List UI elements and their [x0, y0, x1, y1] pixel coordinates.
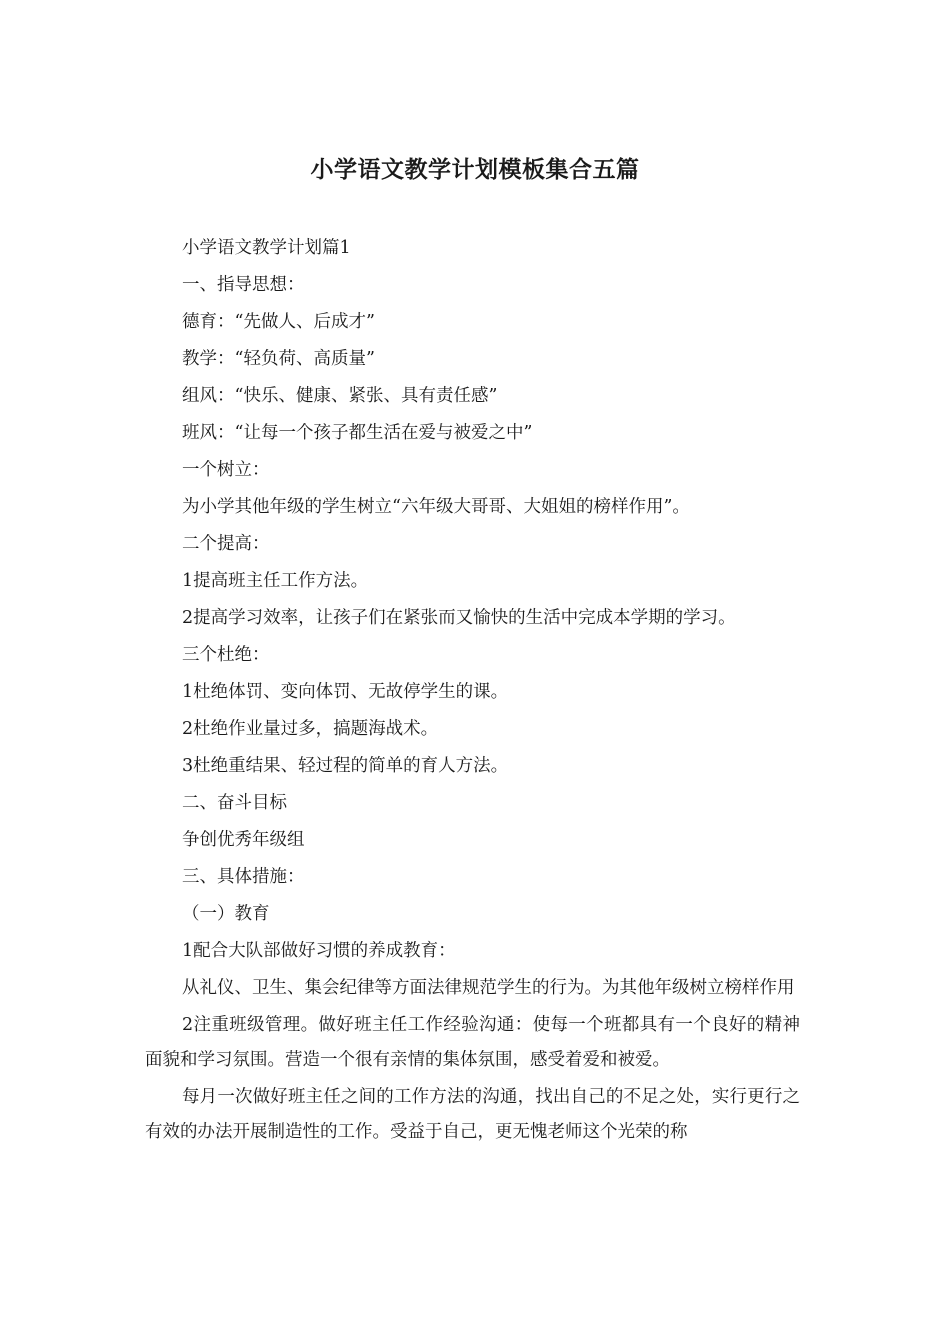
text-line: 3杜绝重结果、轻过程的简单的育人方法。 [182, 756, 509, 776]
text-line: 二、奋斗目标 [182, 793, 287, 813]
text-line: 为小学其他年级的学生树立“六年级大哥哥、大姐姐的榜样作用”。 [182, 497, 690, 517]
text-line: 争创优秀年级组 [182, 830, 305, 850]
text-paragraph: 每月一次做好班主任之间的工作方法的沟通，找出自己的不足之处，实行更行之有效的办法开展制造性的工作。受益于自己，更无愧老师这个光荣的称 [145, 1087, 800, 1142]
text-line: 1提高班主任工作方法。 [182, 571, 369, 591]
text-line: （一）教育 [182, 904, 270, 924]
text-line: 二个提高： [182, 534, 270, 554]
text-line: 1杜绝体罚、变向体罚、无故停学生的课。 [182, 682, 509, 702]
text-paragraph: 2注重班级管理。做好班主任工作经验沟通：使每一个班都具有一个良好的精神面貌和学习氛围。营造一个很有亲情的集体氛围，感受着爱和被爱。 [145, 1015, 800, 1070]
document-title: 小学语文教学计划模板集合五篇 [310, 157, 640, 183]
text-line: 2杜绝作业量过多，搞题海战术。 [182, 719, 439, 739]
text-line: 小学语文教学计划篇1 [182, 238, 351, 258]
text-line: 组风：“快乐、健康、紧张、具有责任感” [182, 386, 498, 406]
text-line: 一、指导思想： [182, 275, 305, 295]
text-line: 班风：“让每一个孩子都生活在爱与被爱之中” [182, 423, 533, 443]
text-paragraph: 从礼仪、卫生、集会纪律等方面法律规范学生的行为。为其他年级树立榜样作用 [182, 978, 795, 998]
text-line: 教学：“轻负荷、高质量” [182, 349, 375, 369]
document-body [145, 230, 800, 1152]
text-line: 三、具体措施： [182, 867, 305, 887]
text-line: 三个杜绝： [182, 645, 270, 665]
text-line: 德育：“先做人、后成才” [182, 312, 375, 332]
text-line: 2提高学习效率，让孩子们在紧张而又愉快的生活中完成本学期的学习。 [182, 608, 736, 628]
text-line: 一个树立： [182, 460, 270, 480]
text-line: 1配合大队部做好习惯的养成教育： [182, 941, 456, 961]
